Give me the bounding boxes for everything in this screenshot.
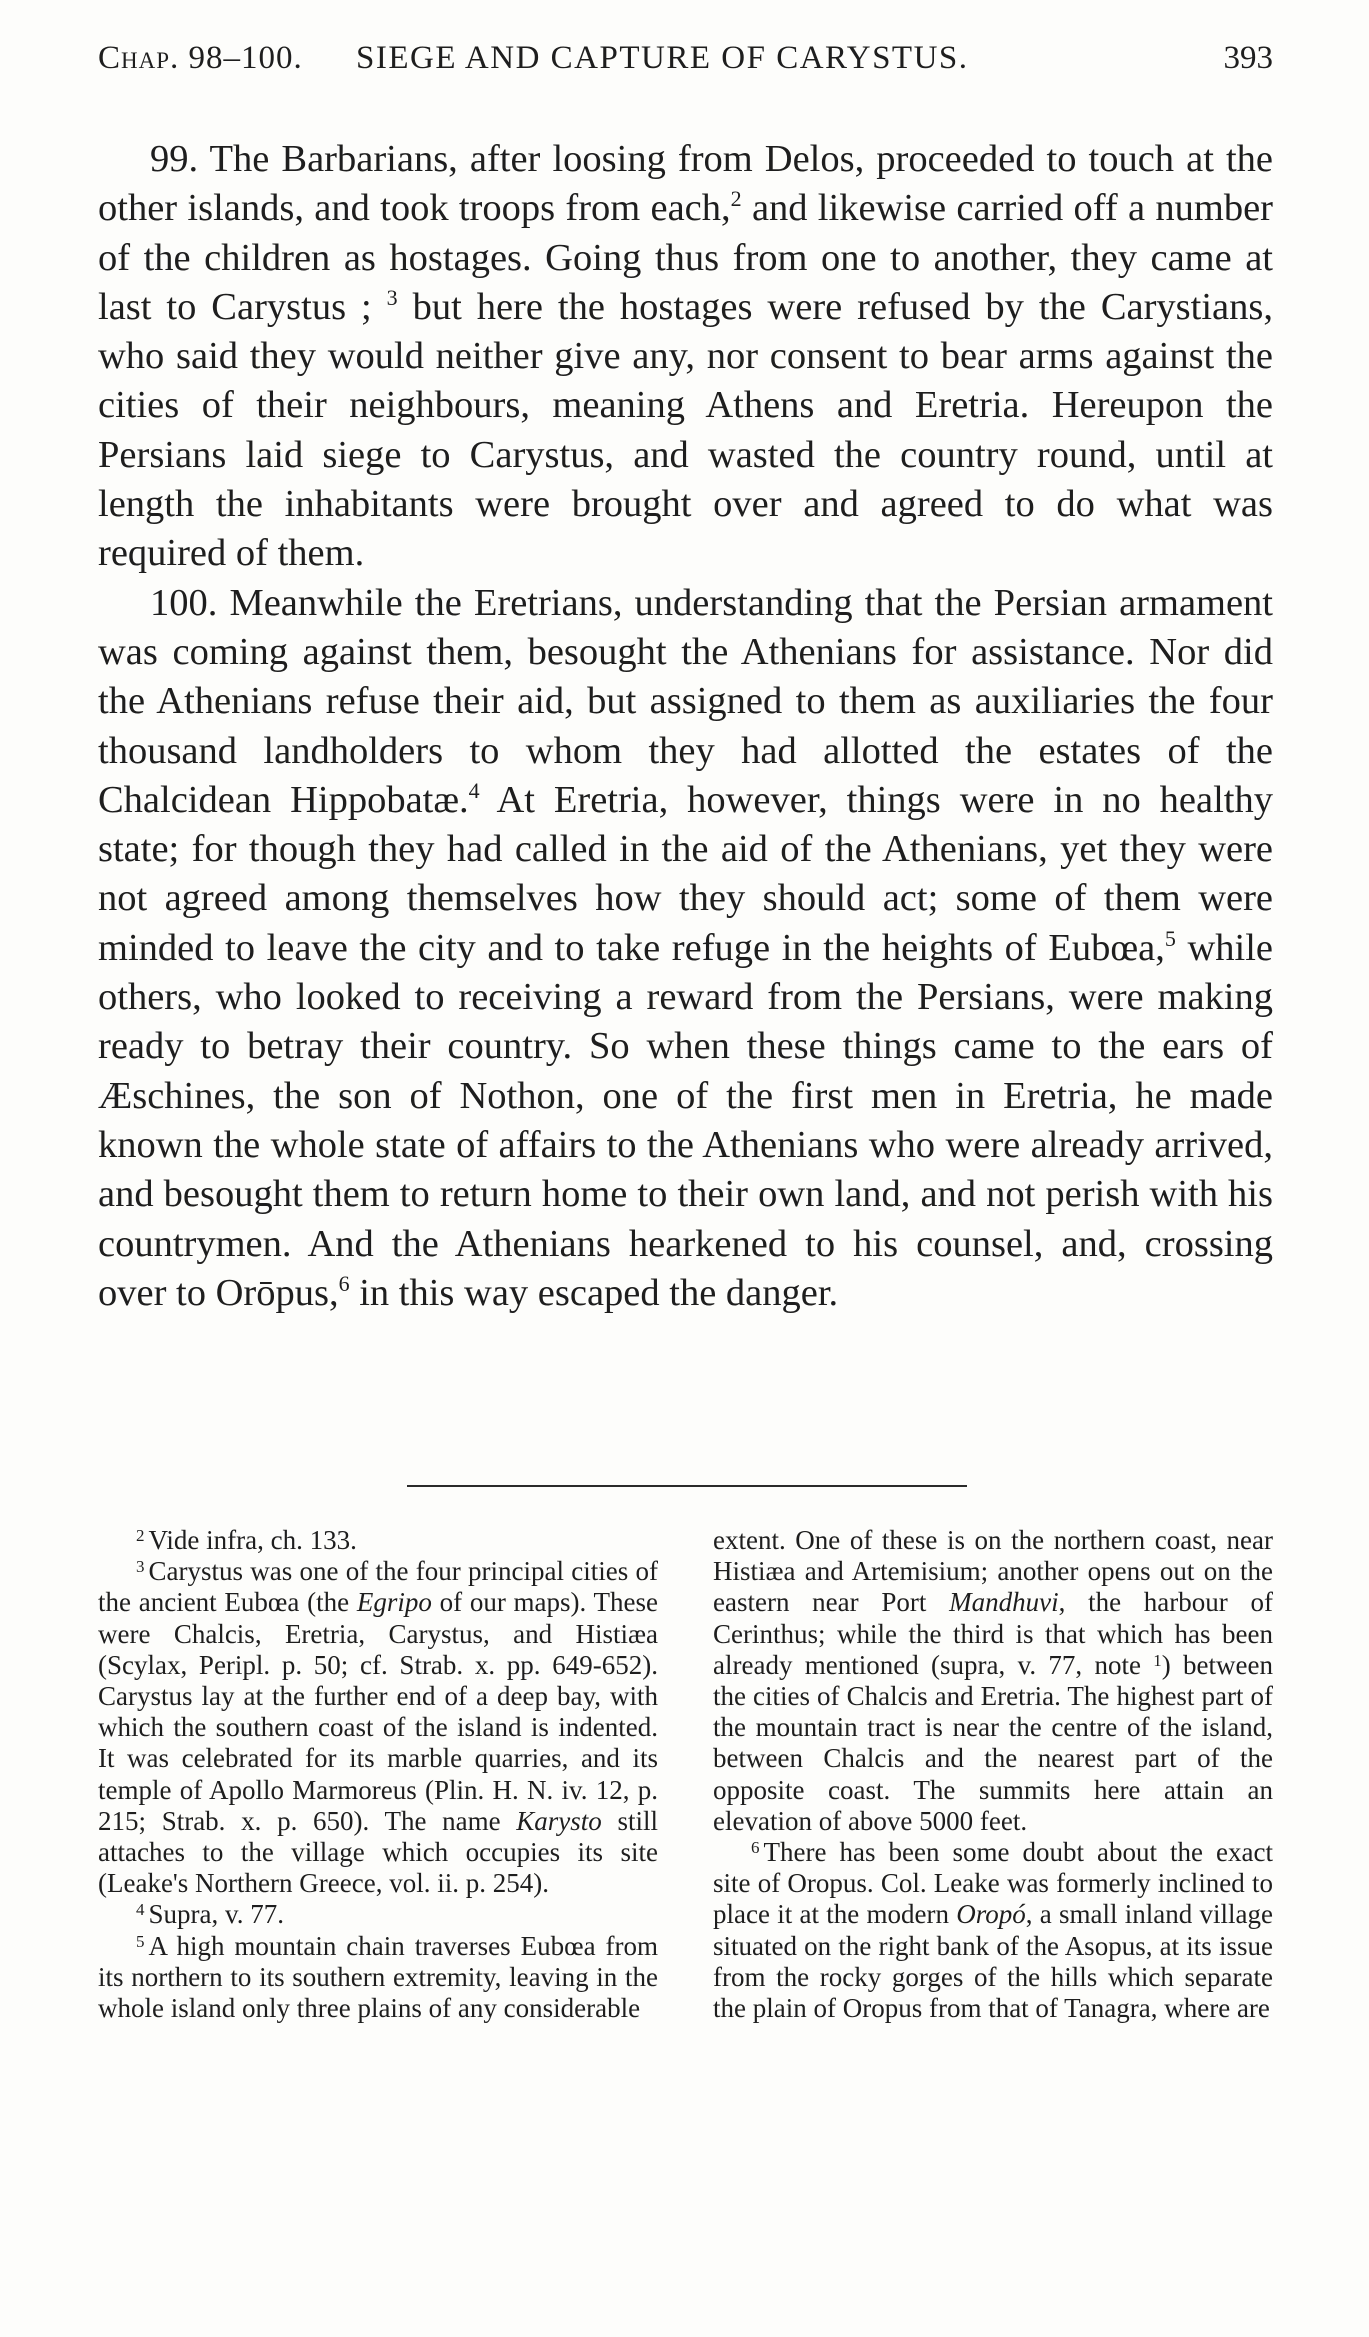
footnotes-right-column bbox=[713, 1525, 1273, 2024]
footnote-ref[interactable]: 5 bbox=[1164, 925, 1176, 951]
note-ref: 1 bbox=[1153, 1650, 1162, 1670]
footnote-ref[interactable]: 3 bbox=[386, 284, 398, 310]
paragraph-99: 99. The Barbarians, after loosing from Delos, proceeded to touch at the other islands, and took troops from each,$^2$ and likewise carried off a number of the children as hostages. Going thus from one to another, they came at last to Carystus ; $^3$ but here the hostages were refused by the Carystians, who said they would neither give any, nor consent to bear arms against the cities of their neighbours, meaning Athens and Eretria. Hereupon the Persians laid siege to Carystus, and wasted the country round, until at length the inhabitants were brought over and agreed to do what was required of them. bbox=[98, 138, 1273, 575]
footnote-ref[interactable]: 6 bbox=[338, 1270, 350, 1296]
footnotes-left-column bbox=[98, 1525, 658, 2024]
section-number: 99. bbox=[150, 138, 199, 180]
running-title: SIEGE AND CAPTURE OF CARYSTUS. bbox=[356, 40, 969, 76]
running-header bbox=[98, 40, 1273, 86]
footnote-ref[interactable]: 4 bbox=[468, 777, 480, 803]
footnote-6: $^6$ There has been some doubt about the exact site of Oropus. Col. Leake was formerly inclined to place it at the modern Oropó, a small inland village situated on the right bank of the Asopus, at its issue from the rocky gorges of the hills which separate the plain of Oropus from that of Tanagra, where are bbox=[713, 1837, 1273, 2024]
footnote-5: $^5$ A high mountain chain traverses Eubœa from its northern to its southern extremity, leaving in the whole island only three plains of any considerable bbox=[98, 1930, 658, 2024]
page-number: 393 bbox=[1223, 40, 1273, 76]
chapter-range: Chap. 98–100. bbox=[98, 40, 303, 76]
main-text bbox=[98, 135, 1273, 1318]
footnote-mark: 6 bbox=[751, 1838, 760, 1858]
footnote-mark: 5 bbox=[136, 1931, 145, 1951]
footnote-2: $^2$ Vide infra, ch. 133. bbox=[136, 1525, 357, 1555]
footnote-5-continued: extent. One of these is on the northern coast, near Histiæa and Artemisium; another opens out on the eastern near Port Mandhuvi, the harbour of Cerinthus; while the third is that which has been already mentioned (supra, v. 77, note $^1$) between the cities of Chalcis and Eretria. The highest part of the mountain tract is near the centre of the island, between Chalcis and the nearest part of the opposite coast. The summits here attain an elevation of above 5000 feet. bbox=[713, 1525, 1273, 1836]
footnote-4: $^4$ Supra, v. 77. bbox=[136, 1899, 284, 1930]
section-number: 100. bbox=[150, 581, 218, 624]
footnote-mark: 2 bbox=[136, 1526, 145, 1545]
footnote-mark: 3 bbox=[136, 1557, 145, 1577]
footnote-3: $^3$ Carystus was one of the four principal cities of the ancient Eubœa (the Egripo of our maps). These were Chalcis, Eretria, Carystus, and Histiæa (Scylax, Peripl. p. 50; cf. Strab. x. pp. 649-652). Carystus lay at the further end of a deep bay, with which the southern coast of the island is indented. It was celebrated for its marble quarries, and its temple of Apollo Marmoreus (Plin. H. N. iv. 12, p. 215; Strab. x. p. 650). The name Karysto still attaches to the village which occupies its site (Leake's Northern Greece, vol. ii. p. 254). bbox=[98, 1556, 658, 1899]
section-divider bbox=[407, 1485, 967, 1487]
paragraph-100: 100. Meanwhile the Eretrians, understanding that the Persian armament was coming against them, besought the Athenians for assistance. Nor did the Athenians refuse their aid, but assigned to them as auxiliaries the four thousand landholders to whom they had allotted the estates of the Chalcidean Hippobatæ.$^4$ At Eretria, however, things were in no healthy state; for though they had called in the aid of the Athenians, yet they were not agreed among themselves how they should act; some of them were minded to leave the city and to take refuge in the heights of Eubœa,$^5$ while others, who looked to receiving a reward from the Persians, were making ready to betray their country. So when these things came to the ears of Æschines, the son of Nothon, one of the first men in Eretria, he made known the whole state of affairs to the Athenians who were already arrived, and besought them to return home to their own land, and not perish with his countrymen. And the Athenians hearkened to his counsel, and, crossing over to Orōpus,$^6$ in this way escaped the danger. bbox=[98, 581, 1274, 1314]
footnote-ref[interactable]: 2 bbox=[730, 186, 742, 212]
footnote-mark: 4 bbox=[136, 1900, 145, 1920]
